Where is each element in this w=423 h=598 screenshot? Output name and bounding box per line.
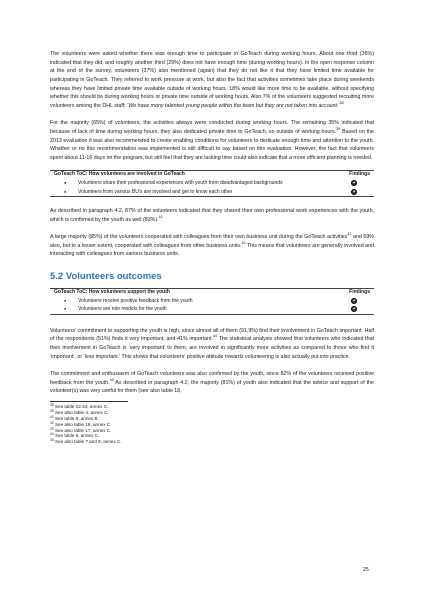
footnote-number: 45 — [50, 438, 54, 443]
footnote-number: 39 — [50, 408, 54, 413]
paragraph-working-hours — [50, 119, 374, 162]
footnote-number: 38 — [50, 402, 54, 407]
paragraph-text: A large majority (85%) of the volunteers cooperated with colleagues from their own business unit during the GoTeach activities — [50, 234, 348, 241]
bullet-icon: ● — [64, 297, 67, 303]
paragraph-text: The volunteers were asked whether there was enough time to participate in GoTeach during working hours. About one third (36%) indicated that they did, and roughly another third (29%) does not have enough time (during working hours). In the open response column at the end of the survey, volunteers (37%) also mentioned (again) that they do not like it that they have limited time available for participating in GoTeach. They referred to work pressure at work, but also the fact that activities sometimes take place during weekends whereas they have limited private time available outside of working hours. 18% would like more time to be available, without specifying whether this should be during working hours or private time outside of working hours. Also 7% of the volunteers suggested recruiting more volunteers among the DHL staff; — [50, 51, 374, 109]
plus-circle-icon — [351, 306, 357, 312]
finding-cell — [334, 180, 374, 186]
findings-label: Findings — [349, 289, 370, 296]
finding-symbol: + — [352, 297, 356, 303]
paragraph-text: Volunteers’ commitment to supporting the youth is high, since almost all of them (91,9%) find their involvement in GoTeach important. Half of the respondents (51%) finds it very important, and 41% important. — [50, 327, 374, 343]
finding-cell — [334, 298, 374, 304]
toc-box-title: GoTeach ToC: How volunteers support the youth — [54, 289, 170, 296]
paragraph-text: This means that volunteers are generally involved and interacting with colleagues from various business units. — [50, 242, 374, 258]
paragraph-text: As described in paragraph 4.2, 87% of the volunteers indicated that they shared their own professional work experiences with the youth, which is confirmed by the youth as well (83%). — [50, 208, 374, 223]
footnote — [50, 439, 374, 445]
footnote-ref[interactable]: 44 — [212, 334, 217, 339]
bullet-icon: ● — [64, 306, 67, 312]
paragraph-cooperation — [50, 233, 374, 259]
footnote-separator — [50, 401, 128, 402]
plus-circle-icon — [351, 180, 357, 186]
toc-box-title: GoTeach ToC: How volunteers are involved in GoTeach — [54, 171, 185, 178]
toc-row — [50, 188, 374, 197]
toc-row-text: Volunteers are role models for the youth — [78, 306, 167, 313]
toc-row — [50, 179, 374, 188]
toc-box-header — [50, 289, 374, 297]
paragraph-text: Based on the 2013 evaluation it was also recommended to create enabling conditions for volunteers to dedicate enough time and attention to the youth. Whether or no this recommendation was implemented is still difficult to say based on this evaluation. However, the fact that volunteers spent about 11-16 days on the program, but still feel that they are lacking time could also indicate that a more efficient planning is needed. — [50, 128, 374, 161]
footnote-text: See table 9, annex B. — [53, 415, 99, 421]
toc-row-text: Volunteers share their professional experiences with youth from disadvantaged backgrounds — [78, 179, 283, 186]
paragraph-shared-experiences — [50, 207, 374, 224]
finding-cell — [334, 189, 374, 195]
page-number: 25 — [363, 567, 369, 573]
footnote-number: 41 — [50, 414, 54, 419]
finding-symbol: + — [352, 306, 356, 312]
footnote-text: See also table 7 and 8, annex C. — [53, 439, 122, 445]
paragraph-enthusiasm — [50, 370, 374, 396]
footnote-number: 44 — [50, 432, 54, 437]
findings-label: Findings — [349, 171, 370, 178]
footnote-text: See table 6, annex C. — [53, 433, 100, 439]
toc-box-involvement — [50, 170, 374, 197]
paragraph-text: The commitment and enthusiasm of GoTeach volunteers was also confirmed by the youth, since 82% of the volunteers received positive feedback from the youth. — [50, 370, 374, 386]
footnote-text: See also table 4, annex C. — [53, 409, 109, 415]
finding-symbol: + — [352, 180, 356, 186]
plus-circle-icon — [351, 189, 357, 195]
footnotes — [50, 404, 374, 445]
bullet-icon: ● — [64, 179, 67, 185]
footnote-number: 42 — [50, 420, 54, 425]
toc-box-header — [50, 171, 374, 179]
footnote-ref[interactable]: 45 — [109, 377, 114, 382]
toc-row-text: Volunteers receive positive feedback from the youth — [78, 297, 193, 304]
toc-row-text: Volunteers from various BU’s are involved and get to know each other — [78, 188, 233, 195]
footnote-ref[interactable]: 42 — [347, 232, 352, 237]
section-heading: 5.2 Volunteers outcomes — [50, 271, 162, 283]
page-content — [50, 50, 374, 445]
quote-text: ‘We have many talented young people within the team but they are not taken into account.’ — [127, 102, 340, 109]
footnote-ref[interactable]: 39 — [336, 126, 341, 131]
paragraph-text: and 69% also, but to a lesser extent, cooperated with colleagues from other business units. — [50, 234, 375, 249]
footnote-text: See also table 17, annex C. — [53, 427, 112, 433]
finding-cell — [334, 306, 374, 312]
footnote-ref[interactable]: 43 — [241, 240, 246, 245]
footnote-ref[interactable]: 41 — [158, 214, 163, 219]
footnote-text: See also table 16, annex C. — [53, 421, 112, 427]
footnote-number: 43 — [50, 426, 54, 431]
paragraph-time-availability — [50, 50, 374, 111]
paragraph-text: The statistical analysis showed that volunteers who indicated that their involvement in GoTeach is ‘very important’ to them, are involved in significantly more activities as compared to those who find it ‘important’, or ‘less important.’ This shows that volunteers’ positive attitude towards volunteering is also actually put into practice. — [50, 336, 374, 360]
bullet-icon: ● — [64, 188, 67, 194]
finding-symbol: + — [352, 188, 356, 194]
paragraph-text: For the majority (65%) of volunteers, the activities always were conducted during working hours. The remaining 35% indicated that because of lack of time during working hours, they also dedicated private time to GoTeach, so outside of working hours. — [50, 120, 374, 135]
toc-row — [50, 305, 374, 314]
paragraph-text: As described in paragraph 4.2, the majority (81%) of youth also indicated that the advice and support of the volunteer(s) was very useful for them (see also table 18, — [50, 379, 374, 395]
footnote-ref[interactable]: 38 — [339, 100, 344, 105]
plus-circle-icon — [351, 298, 357, 304]
footnote-text: See table 22-23, annex C. — [53, 403, 109, 409]
paragraph-commitment — [50, 327, 374, 362]
toc-box-support — [50, 288, 374, 315]
toc-row — [50, 297, 374, 306]
